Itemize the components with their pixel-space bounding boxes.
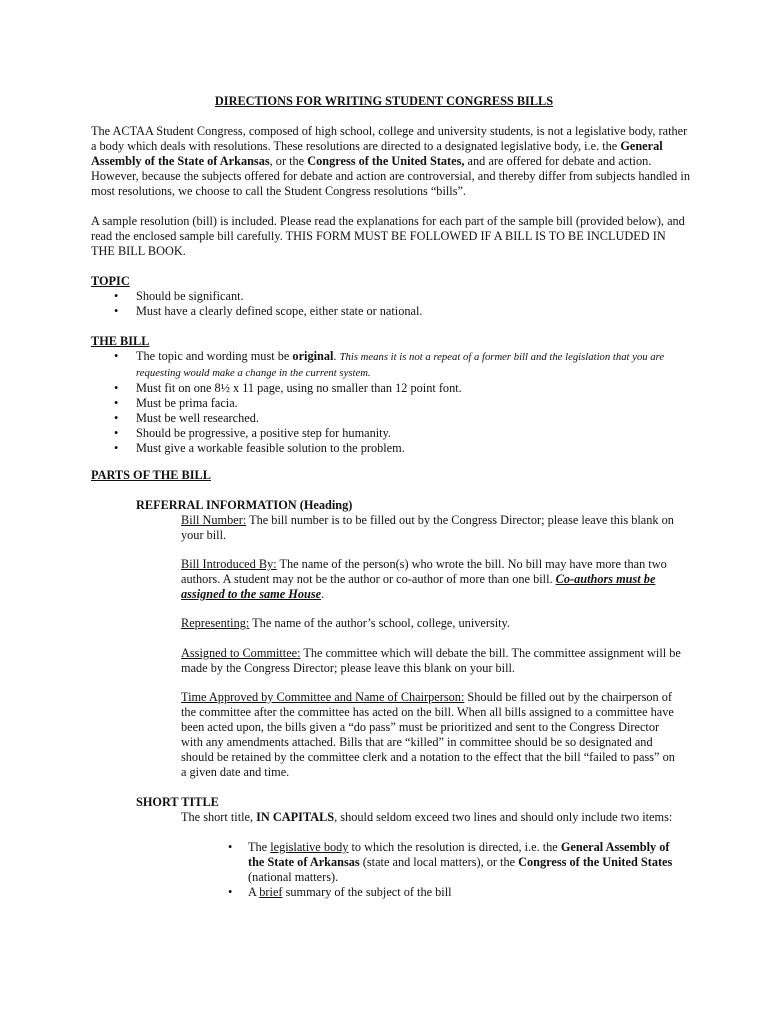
field-label: Bill Introduced By: bbox=[181, 557, 277, 571]
intro-emphasis: General Assembly of the State of Arkansas bbox=[91, 139, 663, 168]
field-label: Bill Number: bbox=[181, 513, 247, 527]
field-text: The committee which will debate the bill. The committee assignment will be made by the Congress Director; please leave this blank on your bill. bbox=[181, 646, 681, 675]
topic-heading: TOPIC bbox=[91, 274, 130, 288]
short-title-paragraph bbox=[181, 810, 681, 825]
list-item bbox=[226, 840, 686, 885]
list-item-text: (state and local matters), or the bbox=[359, 855, 519, 869]
list-item-text: The bbox=[248, 840, 271, 854]
representing-paragraph bbox=[181, 616, 681, 631]
intro-text: The ACTAA Student Congress, composed of high school, college and university students, is not a legislative body, rather a body which deals with resolutions. These resolutions are directed to a designated legislative body, i.e. the bbox=[91, 124, 688, 153]
field-text: The name of the author’s school, college, university. bbox=[249, 616, 510, 630]
field-emphasis: Co-authors must be assigned to the same House bbox=[181, 572, 656, 601]
parts-heading: PARTS OF THE BILL bbox=[91, 468, 211, 482]
page-title: DIRECTIONS FOR WRITING STUDENT CONGRESS BILLS bbox=[214, 94, 554, 108]
list-item: • Must be well researched. bbox=[112, 411, 712, 426]
short-title-list bbox=[226, 840, 686, 900]
list-item: • Must be prima facia. bbox=[112, 396, 712, 411]
intro-emphasis: Congress of the United States, bbox=[307, 154, 465, 168]
list-item bbox=[226, 885, 686, 900]
field-text: . bbox=[321, 587, 325, 601]
field-emphasis: IN CAPITALS bbox=[256, 810, 335, 824]
intro-text: and are offered for debate and action. However, because the subjects offered for debate and action are controversial, and thereby differ from subjects handled in most resolutions, we choose to call the Student Congress resolutions “bills”. bbox=[91, 154, 690, 198]
field-text: The short title, bbox=[181, 810, 257, 824]
the-bill-list bbox=[112, 349, 712, 456]
intro-paragraph-1 bbox=[91, 124, 691, 199]
list-item-text: to which the resolution is directed, i.e. the bbox=[348, 840, 561, 854]
list-item-underline: brief bbox=[259, 885, 283, 899]
intro-paragraph-2: A sample resolution (bill) is included. Please read the explanations for each part of the sample bill (provided below), and read the enclosed sample bill carefully. THIS FORM MUST BE FOLLOWED IF A BILL IS TO BE INCLUDED IN THE BILL BOOK. bbox=[91, 214, 685, 258]
topic-list bbox=[112, 289, 712, 319]
list-item-text: summary of the subject of the bill bbox=[282, 885, 452, 899]
field-text: The name of the person(s) who wrote the bill. No bill may have more than two authors. A student may not be the author or co-author of more than one bill. bbox=[181, 557, 667, 586]
list-item: • Must fit on one 8½ x 11 page, using no smaller than 12 point font. bbox=[112, 381, 712, 396]
assigned-committee-paragraph bbox=[181, 646, 681, 676]
list-item-emphasis: General Assembly of the State of Arkansas bbox=[248, 840, 670, 869]
field-label: Time Approved by Committee and Name of Chairperson: bbox=[181, 690, 465, 704]
list-item-text: (national matters). bbox=[248, 870, 339, 884]
list-item-underline: legislative body bbox=[270, 840, 349, 854]
list-item-text: The topic and wording must be bbox=[136, 349, 293, 363]
list-item: • Should be progressive, a positive step for humanity. bbox=[112, 426, 712, 441]
list-item: • Should be significant. bbox=[112, 289, 712, 304]
list-item-note: This means it is not a repeat of a former bill and the legislation that you are requesting would make a change in the current system. bbox=[136, 351, 665, 379]
field-label: Assigned to Committee: bbox=[181, 646, 301, 660]
short-title-heading: SHORT TITLE bbox=[136, 795, 219, 809]
referral-heading: REFERRAL INFORMATION (Heading) bbox=[136, 498, 353, 512]
list-item-emphasis: Congress of the United States bbox=[518, 855, 673, 869]
list-item bbox=[112, 349, 696, 381]
field-label: Representing: bbox=[181, 616, 250, 630]
list-item: • Must give a workable feasible solution to the problem. bbox=[112, 441, 712, 456]
list-item: • Must have a clearly defined scope, either state or national. bbox=[112, 304, 712, 319]
list-item-text: . bbox=[333, 349, 340, 363]
the-bill-heading: THE BILL bbox=[91, 334, 150, 348]
time-approved-paragraph bbox=[181, 690, 681, 780]
list-item-emphasis: original bbox=[292, 349, 334, 363]
introduced-by-paragraph bbox=[181, 557, 681, 602]
field-text: , should seldom exceed two lines and should only include two items: bbox=[334, 810, 673, 824]
field-text: Should be filled out by the chairperson of the committee after the committee has acted on the bill. When all bills assigned to a committee have been acted upon, the bills given a “do pass” must be prioritized and sent to the Congress Director with any amendments attached. Bills that are “killed” in committee should be so designated and should be retained by the committee clerk and a notation to the effect that the bill “failed to pass” on a given date and time. bbox=[181, 690, 675, 779]
intro-text: , or the bbox=[269, 154, 308, 168]
list-item-text: A bbox=[248, 885, 260, 899]
bill-number-paragraph bbox=[181, 513, 681, 543]
field-text: The bill number is to be filled out by the Congress Director; please leave this blank on your bill. bbox=[181, 513, 674, 542]
